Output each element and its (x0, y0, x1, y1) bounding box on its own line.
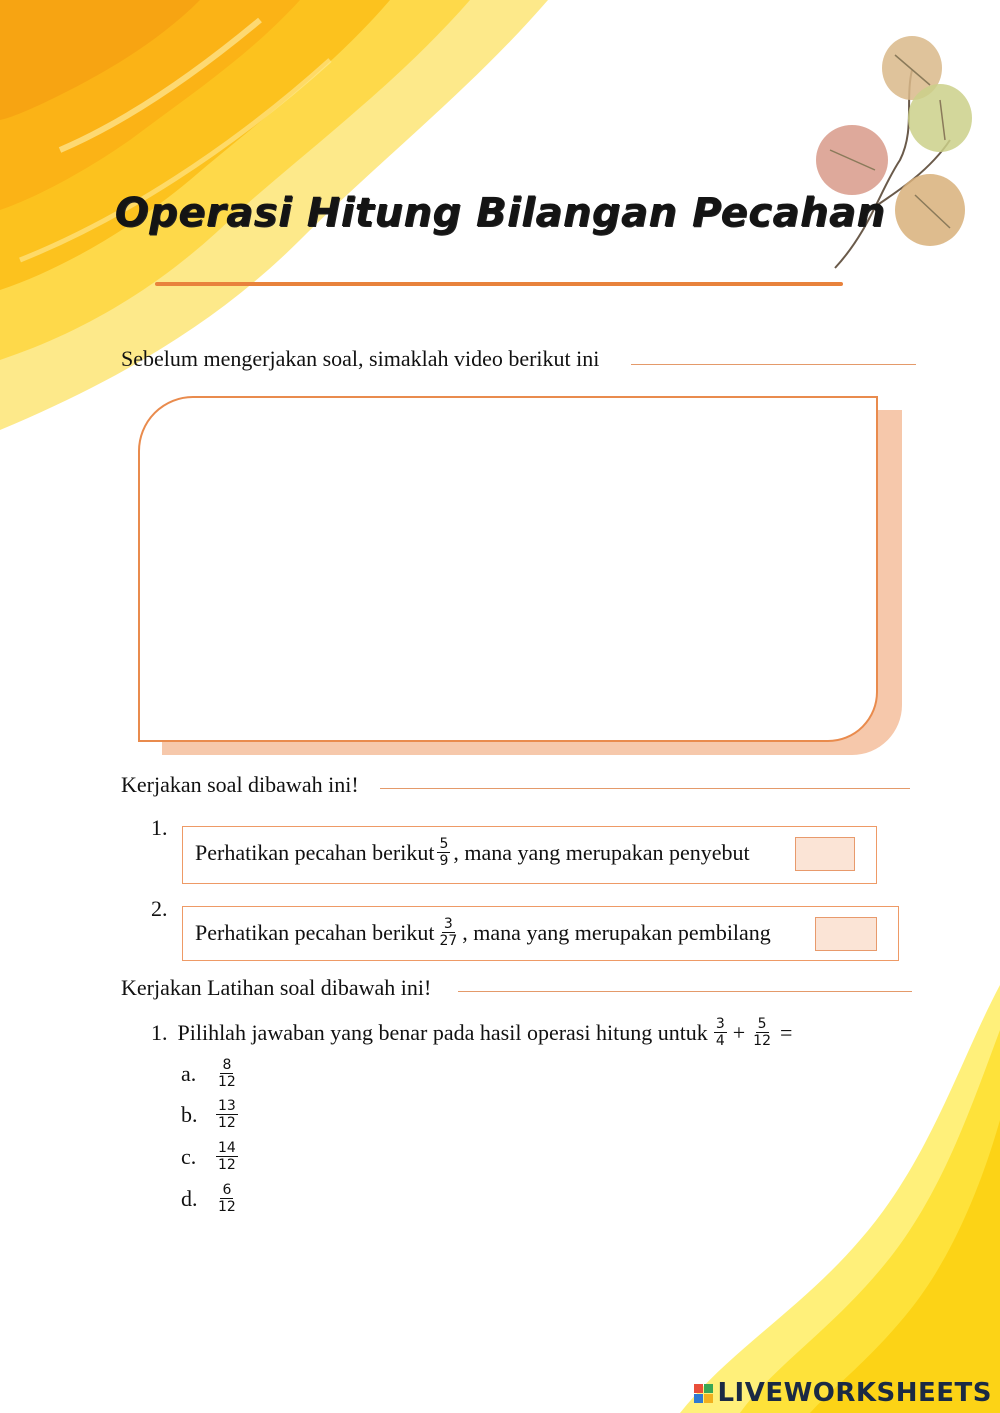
question-text: , mana yang merupakan pembilang (462, 919, 771, 945)
question-number: 1. (151, 815, 168, 840)
question-text: Perhatikan pecahan berikut (195, 919, 435, 945)
page-title: Operasi Hitung Bilangan Pecahan (114, 190, 886, 236)
title-underline (155, 282, 843, 286)
option-a[interactable]: a. $\frac{8}{12}$ (181, 1057, 236, 1090)
question-box-1 (182, 826, 877, 884)
section2-rule (458, 991, 912, 992)
plus-sign: + (732, 1019, 746, 1045)
brand-logo-icon (694, 1384, 713, 1403)
answer-input-2[interactable] (815, 917, 877, 951)
option-d[interactable]: d. $\frac{6}{12}$ (181, 1182, 236, 1215)
option-c[interactable]: c. $\frac{14}{12}$ (181, 1140, 236, 1173)
fraction: $\frac{3}{27}$ (439, 916, 458, 949)
video-player[interactable] (138, 396, 878, 742)
fraction: $\frac{8}{12}$ (218, 1057, 236, 1090)
brand-name: LIVEWORKSHEETS (717, 1378, 992, 1408)
intro-rule (631, 364, 916, 365)
question-text: , mana yang merupakan penyebut (453, 839, 750, 865)
brand-watermark (694, 1378, 992, 1408)
fraction: $\frac{14}{12}$ (218, 1140, 236, 1173)
intro-text: Sebelum mengerjakan soal, simaklah video berikut ini (121, 346, 600, 371)
question-box-2 (182, 906, 899, 961)
fraction: $\frac{6}{12}$ (218, 1182, 236, 1215)
answer-input-1[interactable] (795, 837, 855, 871)
practice-question (151, 1017, 792, 1048)
question-number: 1. (151, 1019, 168, 1045)
fraction: $\frac{5}{12}$ (753, 1016, 771, 1049)
section1-rule (380, 788, 910, 789)
equals-sign: = (779, 1019, 793, 1045)
question-number: 2. (151, 896, 168, 921)
question-text: Pilihlah jawaban yang benar pada hasil operasi hitung untuk (177, 1019, 708, 1045)
question-text: Perhatikan pecahan berikut (195, 839, 435, 865)
section1-heading: Kerjakan soal dibawah ini! (121, 772, 359, 797)
fraction: $\frac{13}{12}$ (218, 1098, 236, 1131)
fraction: $\frac{5}{9}$ (439, 836, 449, 869)
fraction: $\frac{3}{4}$ (715, 1016, 725, 1049)
option-b[interactable]: b. $\frac{13}{12}$ (181, 1098, 236, 1131)
section2-heading: Kerjakan Latihan soal dibawah ini! (121, 975, 432, 1000)
